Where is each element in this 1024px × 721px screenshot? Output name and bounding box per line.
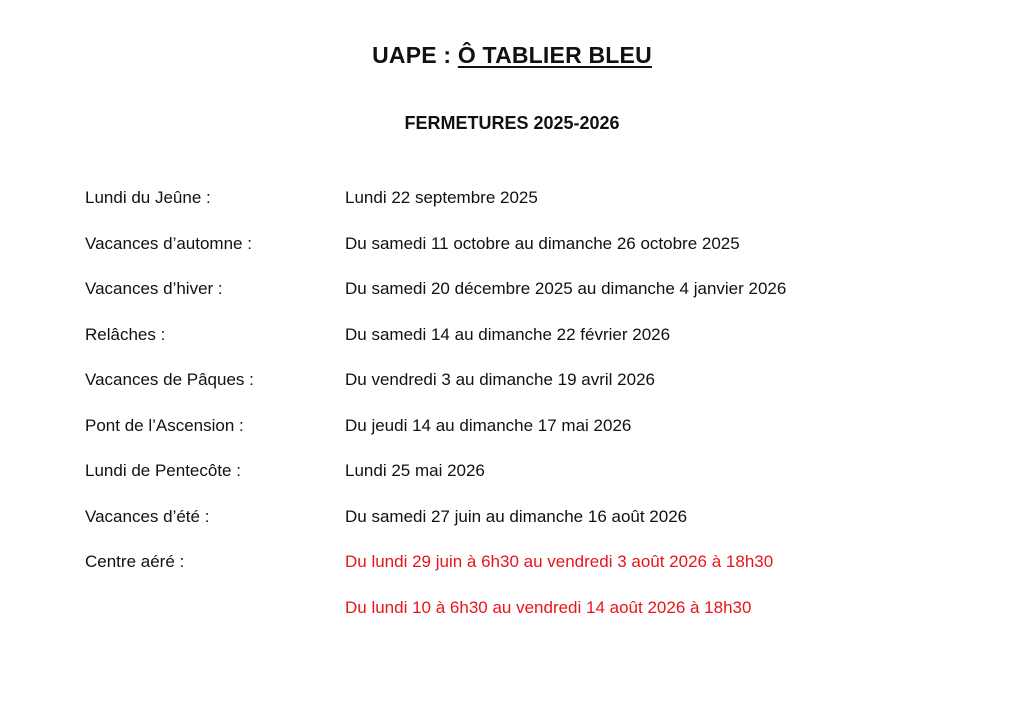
- closure-row: [85, 186, 985, 232]
- closure-label: Centre aéré :: [85, 552, 185, 571]
- closure-label: Vacances d’hiver :: [85, 279, 223, 298]
- closure-value: Lundi 25 mai 2026: [345, 461, 485, 480]
- closure-value: Du jeudi 14 au dimanche 17 mai 2026: [345, 415, 632, 435]
- closure-row: [85, 459, 985, 505]
- closure-value: Du samedi 14 au dimanche 22 février 2026: [345, 324, 671, 344]
- closure-label: Lundi du Jeûne :: [85, 188, 211, 207]
- page-subtitle: FERMETURES 2025-2026: [404, 113, 620, 133]
- closure-value: Du samedi 11 octobre au dimanche 26 octobre 2025: [345, 233, 740, 253]
- closure-value: Du samedi 20 décembre 2025 au dimanche 4 janvier 2026: [345, 279, 787, 298]
- closure-label: Lundi de Pentecôte :: [85, 461, 241, 480]
- closure-row: [85, 414, 985, 460]
- closure-value-highlight: Du lundi 29 juin à 6h30 au vendredi 3 août 2026 à 18h30: [345, 552, 774, 571]
- closure-label: Vacances d’été :: [85, 506, 210, 526]
- closures-list: [85, 186, 985, 641]
- title-name: Ô TABLIER BLEU: [457, 42, 652, 68]
- closure-row: [85, 505, 985, 551]
- closure-label: Relâches :: [85, 324, 166, 344]
- closure-row: [85, 550, 985, 596]
- closure-row: [85, 368, 985, 414]
- closure-row: [85, 232, 985, 278]
- closure-row: [85, 596, 985, 642]
- closure-row: [85, 323, 985, 369]
- closure-label: Vacances d’automne :: [85, 233, 252, 253]
- closure-label: Pont de l’Ascension :: [85, 415, 244, 435]
- title-prefix: UAPE :: [372, 42, 458, 68]
- closure-value: Lundi 22 septembre 2025: [345, 188, 538, 207]
- closure-value: Du samedi 27 juin au dimanche 16 août 2026: [345, 506, 688, 526]
- closure-value: Du vendredi 3 au dimanche 19 avril 2026: [345, 370, 655, 389]
- closure-value-highlight: Du lundi 10 à 6h30 au vendredi 14 août 2026 à 18h30: [345, 597, 752, 617]
- closure-row: [85, 277, 985, 323]
- closure-label: Vacances de Pâques :: [85, 370, 254, 389]
- page-title: [0, 42, 1024, 69]
